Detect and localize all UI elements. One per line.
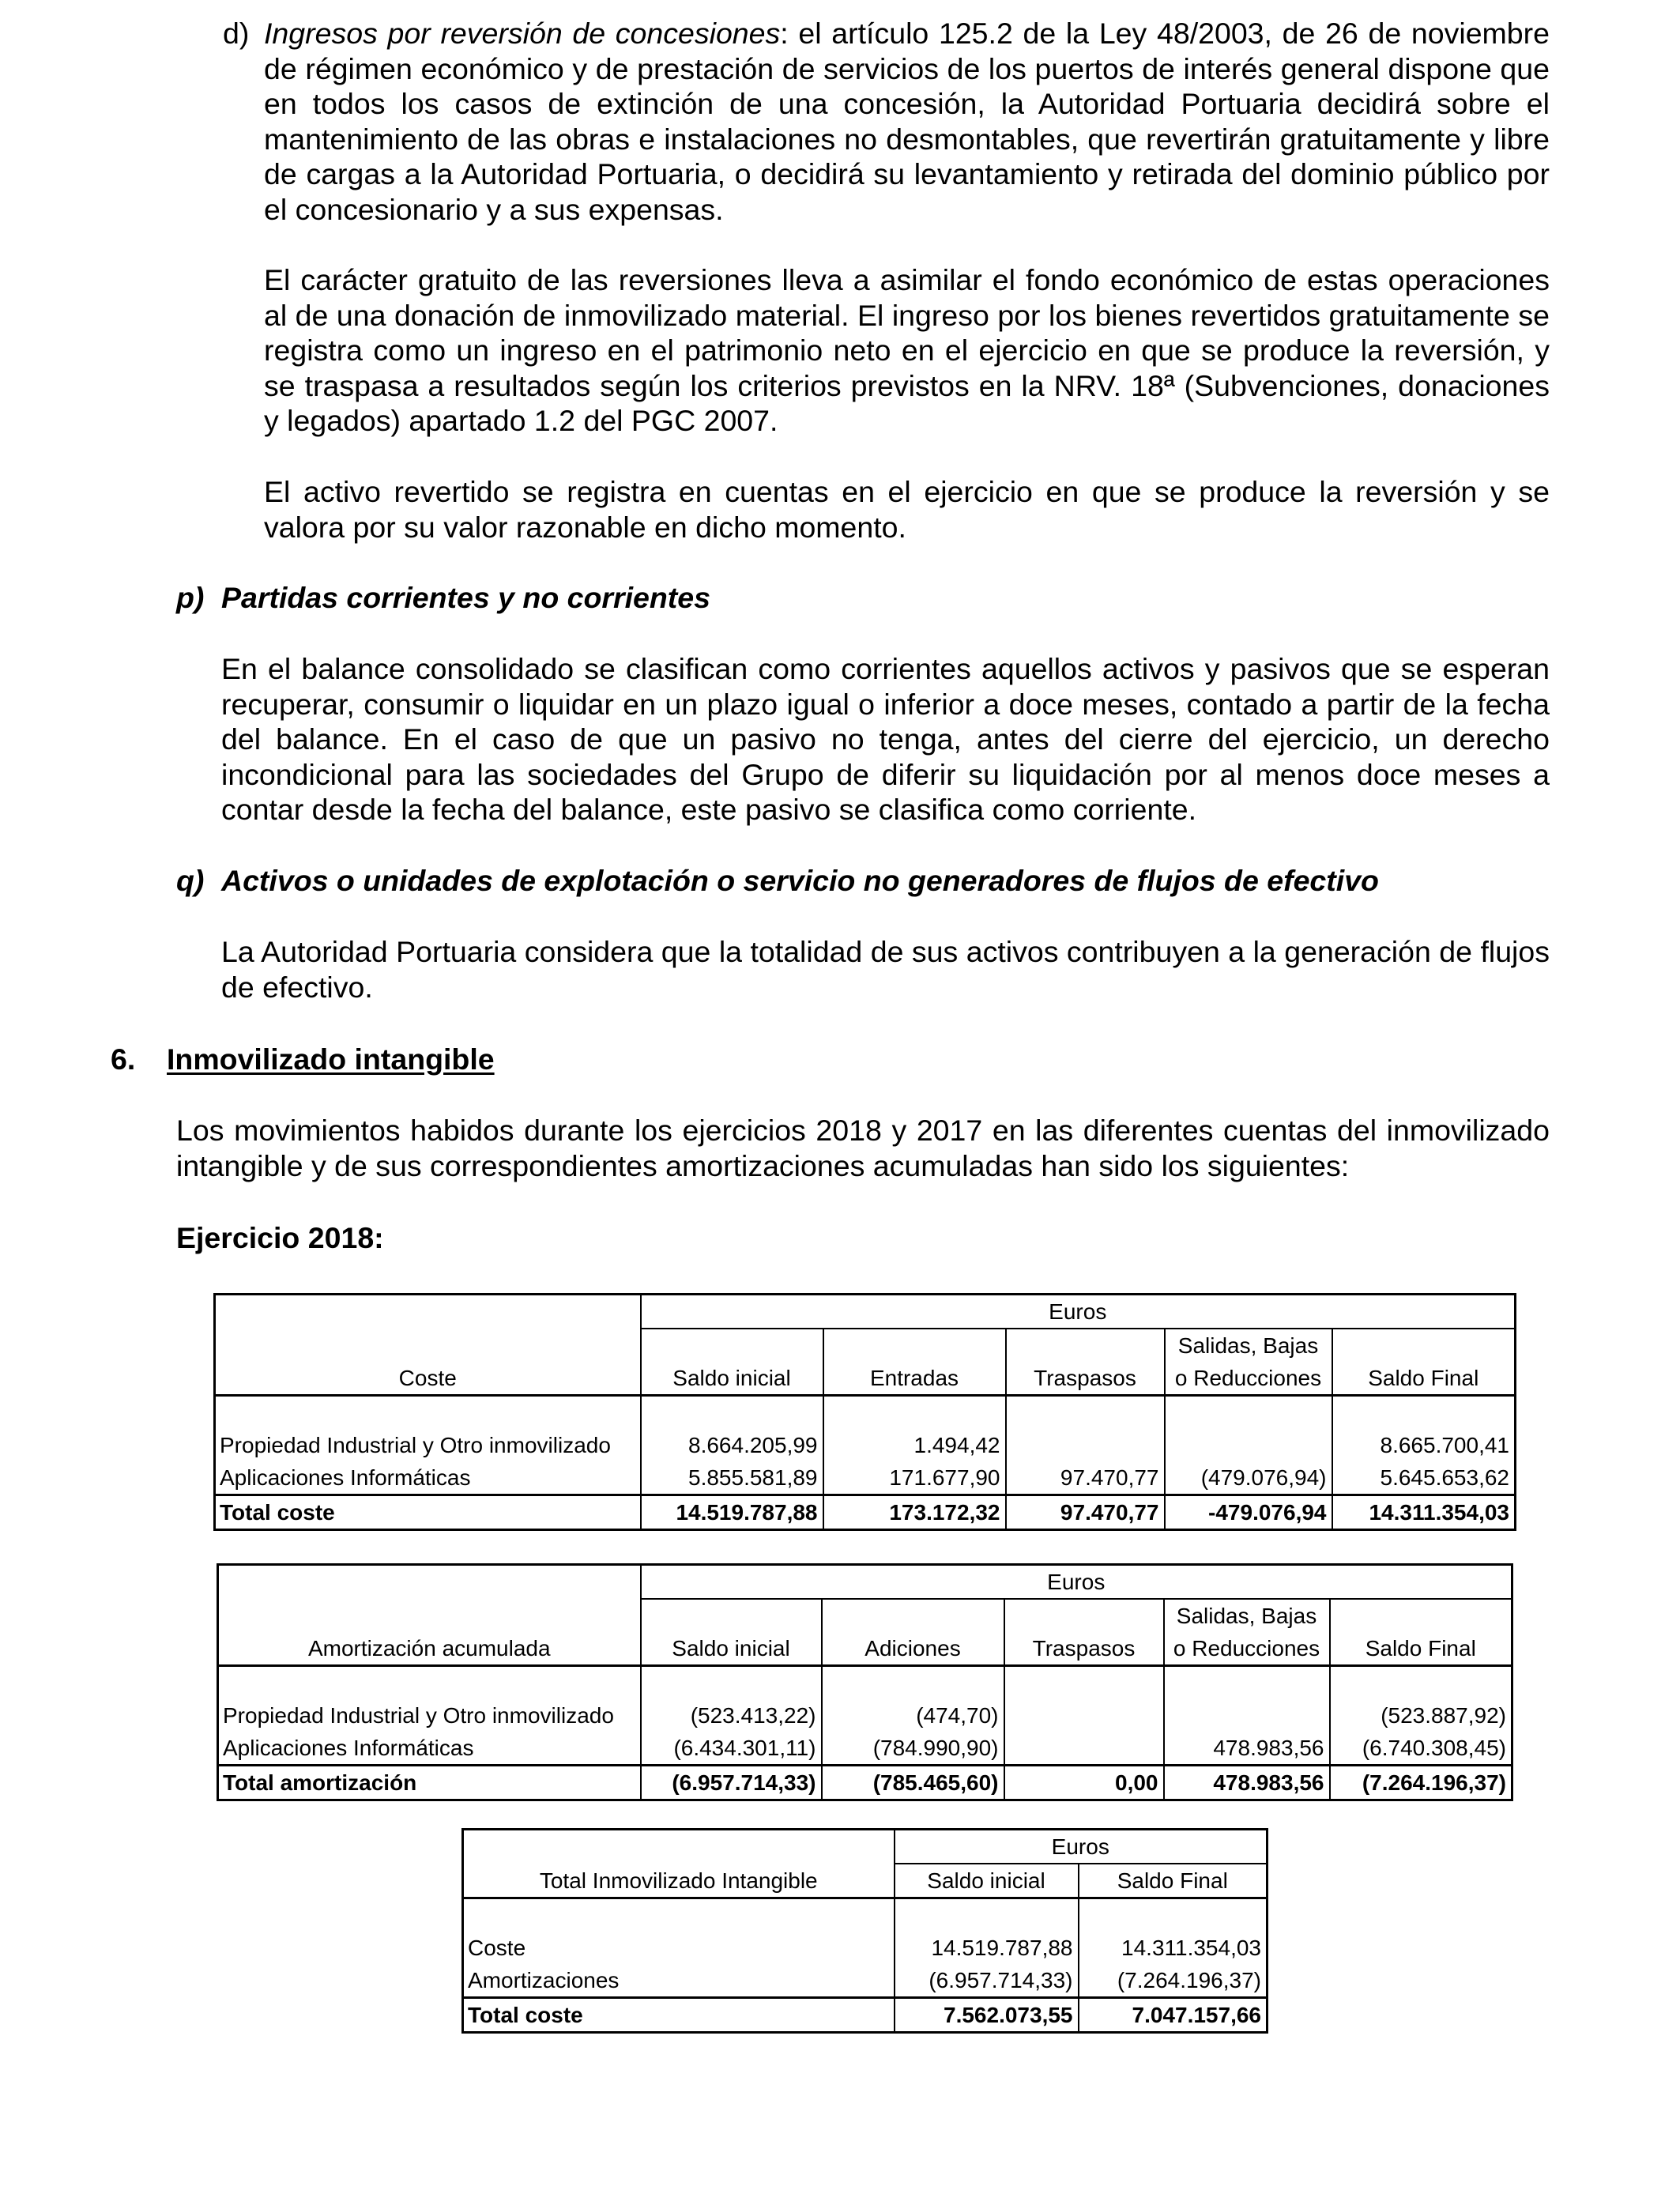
cell-value xyxy=(1004,1732,1164,1766)
total-value: 0,00 xyxy=(1004,1766,1164,1800)
table-label-amortizacion: Amortización acumulada xyxy=(307,1636,551,1661)
col-header-saldo-inicial: Saldo inicial xyxy=(641,1362,823,1396)
cell-value: 5.645.653,62 xyxy=(1332,1461,1516,1495)
total-value: (6.957.714,33) xyxy=(641,1766,822,1800)
euros-header: Euros xyxy=(641,1565,1512,1600)
row-label: Aplicaciones Informáticas xyxy=(220,1465,471,1490)
cell-value: (6.434.301,11) xyxy=(641,1732,822,1766)
cell-value: 8.665.700,41 xyxy=(1332,1429,1516,1461)
cell-value: 5.855.581,89 xyxy=(641,1461,823,1495)
cell-value: (523.413,22) xyxy=(641,1699,822,1732)
table-row xyxy=(215,1429,1516,1461)
section-q-paragraph: La Autoridad Portuaria considera que la totalidad de sus activos contribuyen a la generación de flujos de efectivo. xyxy=(221,935,1550,1004)
cell-value: 97.470,77 xyxy=(1006,1461,1165,1495)
table-row xyxy=(463,1964,1268,1998)
cell-value: (7.264.196,37) xyxy=(1079,1964,1268,1998)
total-value: 14.311.354,03 xyxy=(1332,1495,1516,1530)
total-label: Total amortización xyxy=(218,1766,641,1800)
total-row xyxy=(218,1766,1512,1800)
total-label: Total coste xyxy=(463,1998,895,2033)
reversion-paragraph-2: El carácter gratuito de las reversiones lleva a asimilar el fondo económico de estas operaciones al de una donación de inmovilizado material. El ingreso por los bienes revertidos gratuitamente se registra como un ingreso en el patrimonio neto en el ejercicio en que se produce la reversión, y se traspasa a resultados según los criterios previstos en la NRV. 18ª (Subvenciones, donaciones y legados) apartado 1.2 del PGC 2007. xyxy=(264,263,1550,438)
section-p-title: Partidas corrientes y no corrientes xyxy=(221,581,710,614)
col-header-entradas: Entradas xyxy=(823,1362,1006,1396)
total-row xyxy=(463,1998,1268,2033)
col-header-saldo-inicial: Saldo inicial xyxy=(895,1864,1079,1898)
col-header-saldo-inicial: Saldo inicial xyxy=(641,1632,822,1666)
table-row xyxy=(218,1732,1512,1766)
cell-value: 14.519.787,88 xyxy=(895,1932,1079,1964)
total-value: 173.172,32 xyxy=(823,1495,1006,1530)
total-row xyxy=(215,1495,1516,1530)
cell-value: (784.990,90) xyxy=(822,1732,1004,1766)
table-row xyxy=(218,1699,1512,1732)
col-header-salidas-2: o Reducciones xyxy=(1164,1632,1330,1666)
table-row xyxy=(463,1932,1268,1964)
section-6-number: 6. xyxy=(111,1042,136,1076)
row-label: Propiedad Industrial y Otro inmovilizado xyxy=(223,1703,614,1728)
cell-value: 171.677,90 xyxy=(823,1461,1006,1495)
cell-value: 8.664.205,99 xyxy=(641,1429,823,1461)
total-value: (785.465,60) xyxy=(822,1766,1004,1800)
cell-value: 478.983,56 xyxy=(1164,1732,1330,1766)
col-header-saldo-final: Saldo Final xyxy=(1332,1362,1516,1396)
col-header-adiciones: Adiciones xyxy=(822,1632,1004,1666)
row-label: Aplicaciones Informáticas xyxy=(223,1736,474,1760)
col-header-saldo-final: Saldo Final xyxy=(1079,1864,1268,1898)
amortizacion-table xyxy=(217,1563,1513,1801)
section-6-title: Inmovilizado intangible xyxy=(167,1042,495,1076)
cell-value: (523.887,92) xyxy=(1330,1699,1512,1732)
euros-header: Euros xyxy=(641,1295,1516,1329)
item-marker-d: d) xyxy=(223,17,250,50)
col-header-salidas-1: Salidas, Bajas xyxy=(1165,1329,1332,1362)
total-label: Total coste xyxy=(215,1495,641,1530)
col-header-salidas-1: Salidas, Bajas xyxy=(1164,1599,1330,1632)
section-6-intro: Los movimientos habidos durante los ejercicios 2018 y 2017 en las diferentes cuentas del inmovilizado intangible y de sus correspondientes amortizaciones acumuladas han sido los siguientes: xyxy=(176,1114,1550,1182)
table-row xyxy=(215,1461,1516,1495)
cell-value xyxy=(1164,1699,1330,1732)
item-d-paragraph xyxy=(264,16,1550,228)
reversion-paragraph-3: El activo revertido se registra en cuentas en el ejercicio en que se produce la reversión y se valora por su valor razonable en dicho momento. xyxy=(264,475,1550,544)
total-value: 97.470,77 xyxy=(1006,1495,1165,1530)
table-label-coste: Coste xyxy=(398,1366,457,1390)
total-value: 14.519.787,88 xyxy=(641,1495,823,1530)
total-value: 478.983,56 xyxy=(1164,1766,1330,1800)
col-header-salidas-2: o Reducciones xyxy=(1165,1362,1332,1396)
cell-value: (479.076,94) xyxy=(1165,1461,1332,1495)
total-value: 7.047.157,66 xyxy=(1079,1998,1268,2033)
cell-value xyxy=(1004,1699,1164,1732)
item-d-italic-title: Ingresos por reversión de concesiones xyxy=(264,17,781,50)
row-label: Propiedad Industrial y Otro inmovilizado xyxy=(220,1433,611,1457)
item-d-text: : el artículo 125.2 de la Ley 48/2003, de 26 de noviembre de régimen económico y de prestación de servicios de los puertos de interés general dispone que en todos los casos de extinción de una concesión, la Autoridad Portuaria decidirá sobre el mantenimiento de las obras e instalaciones no desmontables, que revertirán gratuitamente y libre de cargas a la Autoridad Portuaria, o decidirá su levantamiento y retirada del dominio público por el concesionario y a sus expensas. xyxy=(264,17,1550,226)
col-header-traspasos: Traspasos xyxy=(1006,1362,1165,1396)
cell-value: (6.957.714,33) xyxy=(895,1964,1079,1998)
table-label-total: Total Inmovilizado Intangible xyxy=(539,1868,818,1893)
coste-table xyxy=(213,1293,1516,1531)
euros-header: Euros xyxy=(895,1830,1268,1864)
col-header-saldo-final: Saldo Final xyxy=(1330,1632,1512,1666)
cell-value xyxy=(1006,1429,1165,1461)
total-inmovilizado-table xyxy=(461,1828,1268,2034)
cell-value: (6.740.308,45) xyxy=(1330,1732,1512,1766)
row-label: Coste xyxy=(468,1936,526,1960)
total-value: 7.562.073,55 xyxy=(895,1998,1079,2033)
section-q-title: Activos o unidades de explotación o servicio no generadores de flujos de efectivo xyxy=(221,864,1379,897)
total-value: (7.264.196,37) xyxy=(1330,1766,1512,1800)
col-header-traspasos: Traspasos xyxy=(1004,1632,1164,1666)
row-label: Amortizaciones xyxy=(468,1968,620,1992)
section-p-paragraph: En el balance consolidado se clasifican como corrientes aquellos activos y pasivos que se esperan recuperar, consumir o liquidar en un plazo igual o inferior a doce meses, contado a partir de la fecha del balance. En el caso de que un pasivo no tenga, antes del cierre del ejercicio, un derecho incondicional para las sociedades del Grupo de diferir su liquidación por al menos doce meses a contar desde la fecha del balance, este pasivo se clasifica como corriente. xyxy=(221,652,1550,827)
cell-value: 14.311.354,03 xyxy=(1079,1932,1268,1964)
cell-value: (474,70) xyxy=(822,1699,1004,1732)
cell-value: 1.494,42 xyxy=(823,1429,1006,1461)
ejercicio-subtitle: Ejercicio 2018: xyxy=(176,1221,384,1254)
total-value: -479.076,94 xyxy=(1165,1495,1332,1530)
section-p-marker: p) xyxy=(176,581,205,614)
cell-value xyxy=(1165,1429,1332,1461)
section-q-marker: q) xyxy=(176,864,205,897)
